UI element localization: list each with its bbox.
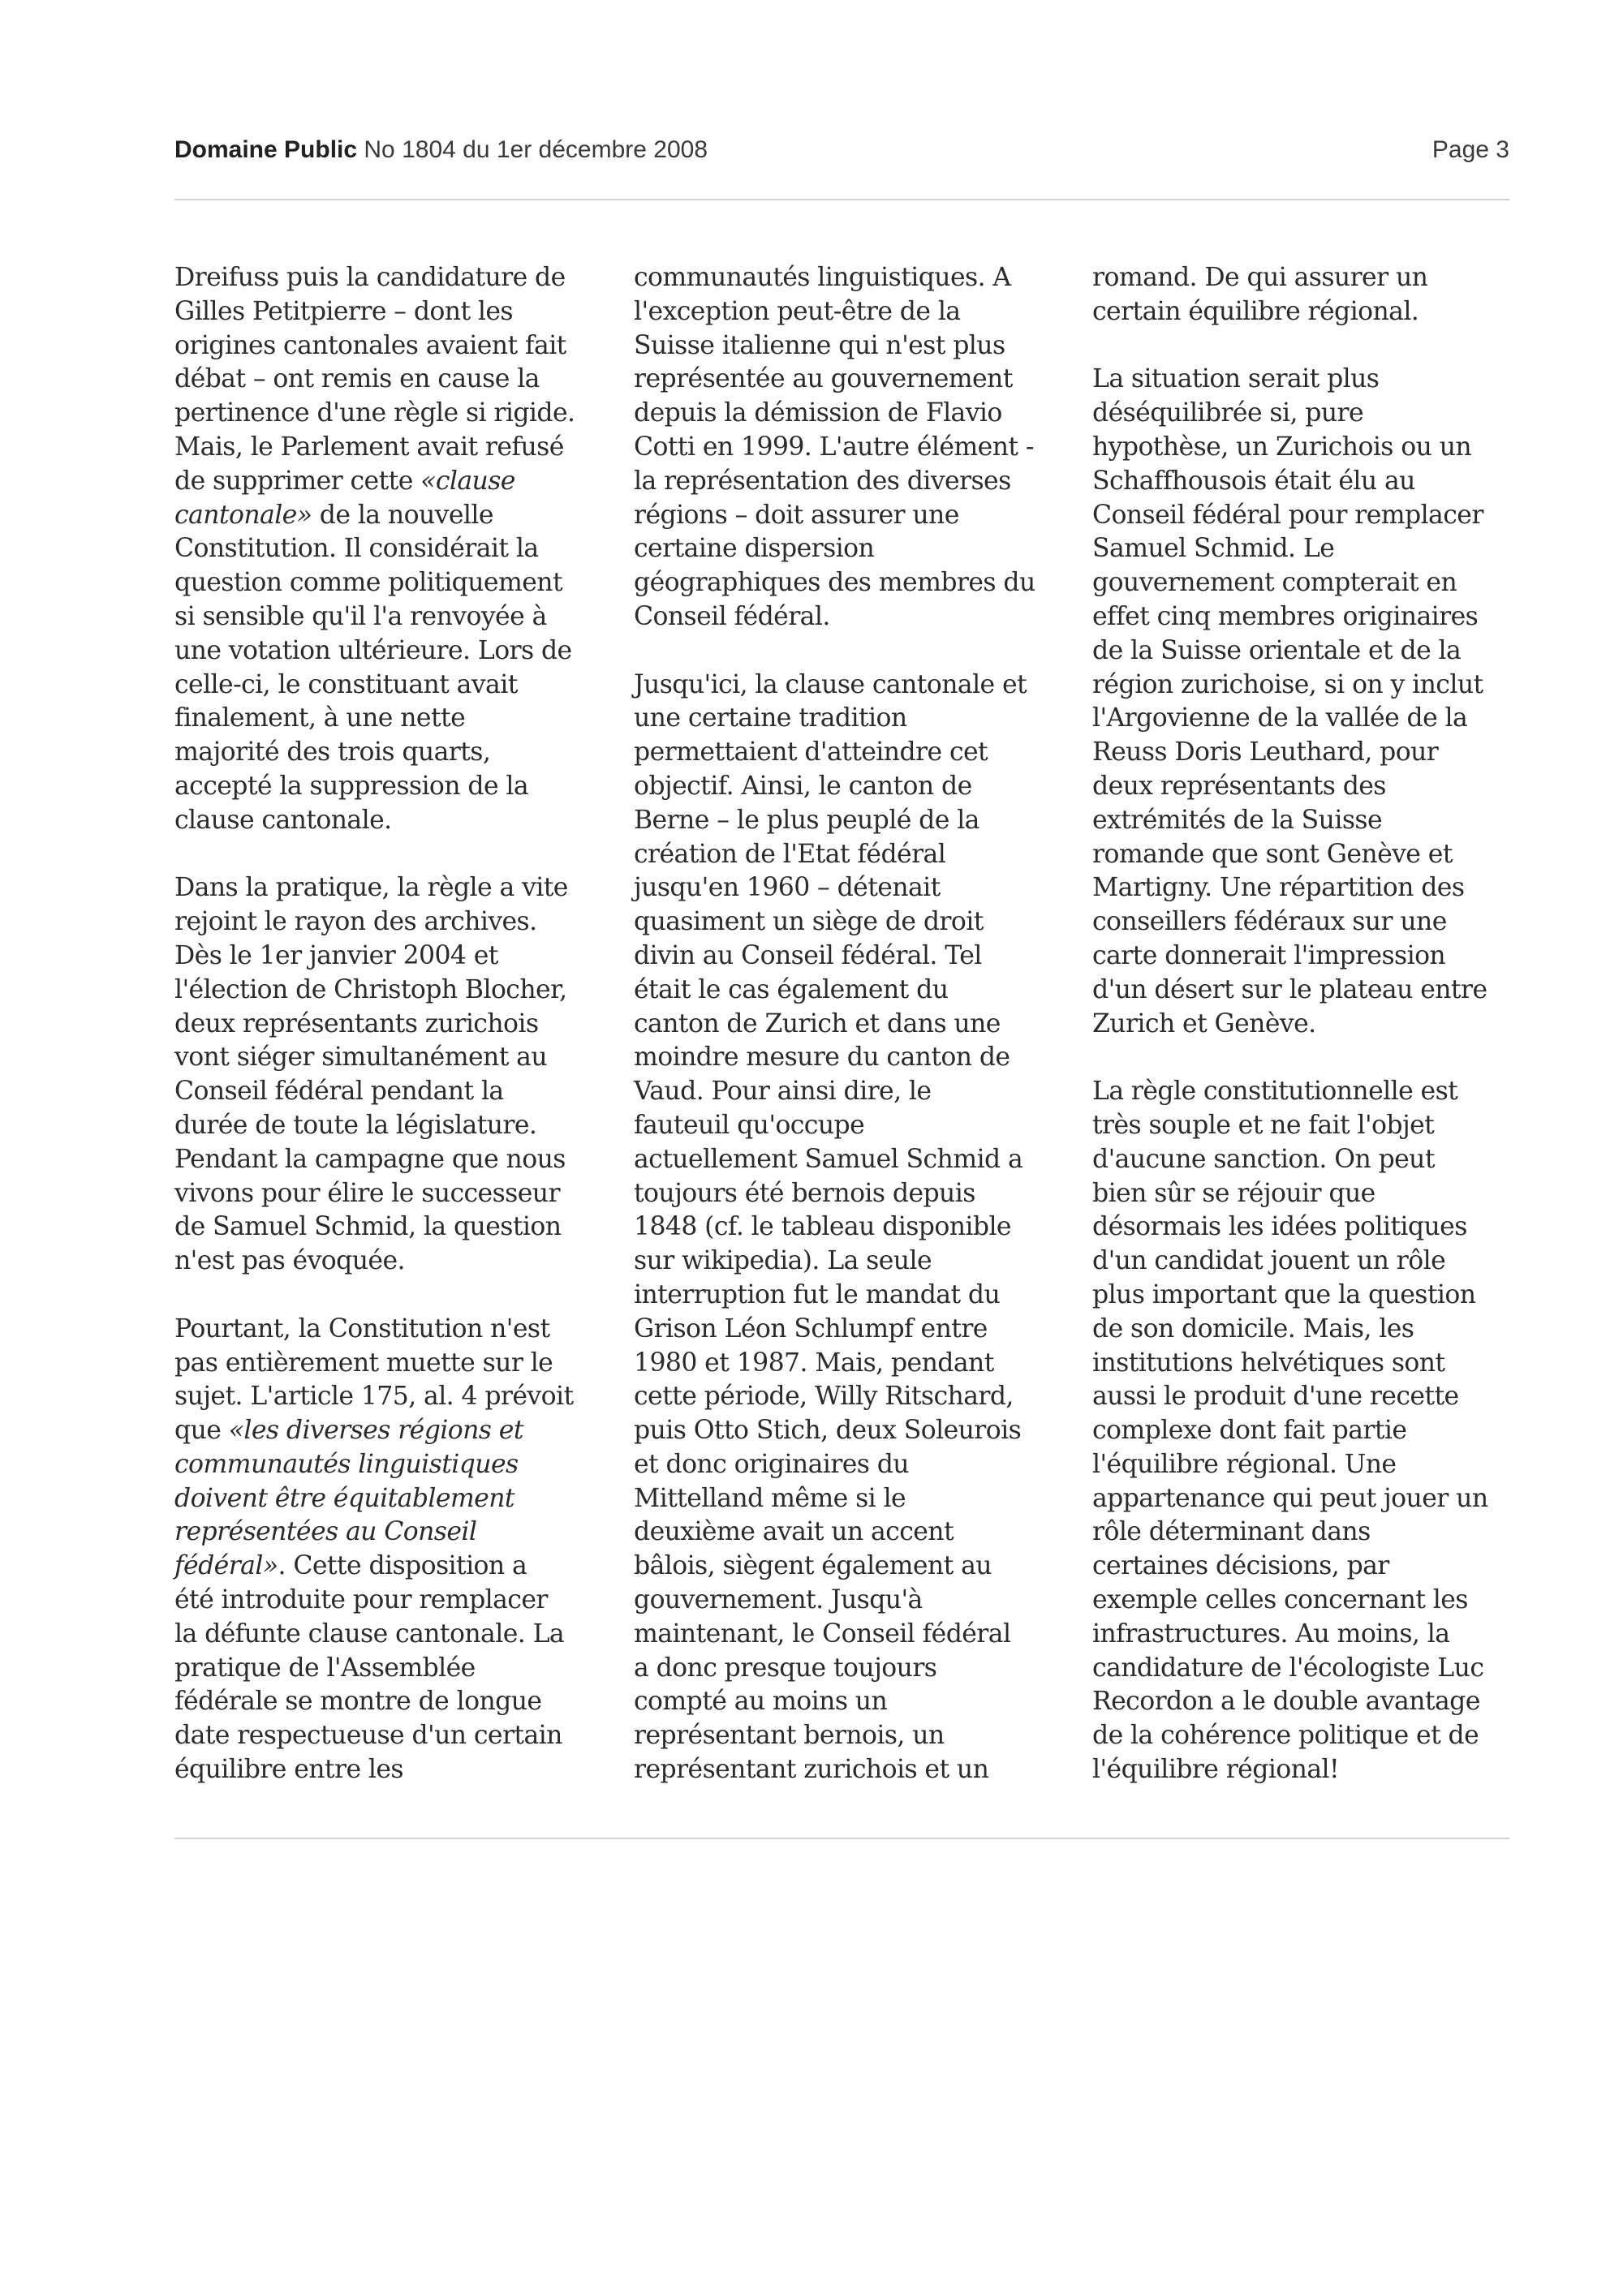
text-line (174, 1516, 613, 1550)
text-line (1092, 905, 1530, 939)
text-run: et donc originaires du (634, 1449, 909, 1479)
text-run: vivons pour élire le successeur (174, 1178, 560, 1208)
text-line (634, 431, 1072, 465)
text-line (1092, 1618, 1530, 1652)
text-run: la défunte clause cantonale. La (174, 1619, 565, 1649)
text-line (1092, 1516, 1530, 1550)
text-line (1092, 600, 1530, 634)
text-line (174, 1550, 613, 1584)
text-line (634, 532, 1072, 566)
text-line (634, 1075, 1072, 1109)
text-line (1092, 1482, 1530, 1516)
paragraph-gap (1092, 1041, 1530, 1075)
text-line (634, 905, 1072, 939)
text-line (634, 261, 1072, 295)
italic-quote-run: fédéral» (174, 1551, 278, 1581)
text-line (174, 1685, 613, 1719)
text-run: l'équilibre régional. Une (1092, 1449, 1397, 1479)
text-line (1092, 1550, 1530, 1584)
text-run: appartenance qui peut jouer un (1092, 1483, 1488, 1513)
page-number: Page 3 (1431, 136, 1509, 163)
text-line (174, 261, 613, 295)
text-line (174, 669, 613, 703)
paragraph-gap (1092, 329, 1530, 363)
text-line (174, 499, 613, 533)
text-line (1092, 974, 1530, 1008)
text-line (634, 1516, 1072, 1550)
text-line (1092, 566, 1530, 600)
text-run: puis Otto Stich, deux Soleurois (634, 1416, 1022, 1446)
text-line (1092, 1414, 1530, 1448)
text-run: accepté la suppression de la (174, 771, 529, 801)
text-run: si sensible qu'il l'a renvoyée à (174, 601, 547, 631)
text-line (174, 939, 613, 974)
text-line (174, 1143, 613, 1177)
italic-quote-run: «les diverses régions et (228, 1416, 523, 1446)
text-run: pertinence d'une règle si rigide. (174, 398, 575, 428)
text-run: rejoint le rayon des archives. (174, 907, 537, 937)
text-run: deux représentants zurichois (174, 1008, 539, 1038)
text-run: certaine dispersion (634, 534, 875, 564)
text-line (634, 1618, 1072, 1652)
text-line (1092, 1177, 1530, 1211)
text-run: très souple et ne fait l'objet (1092, 1110, 1435, 1140)
text-run: moindre mesure du canton de (634, 1043, 1010, 1073)
text-run: clause cantonale. (174, 805, 392, 835)
text-line (1092, 1279, 1530, 1313)
text-line (634, 1313, 1072, 1347)
text-run: d'aucune sanction. On peut (1092, 1144, 1435, 1174)
text-line (1092, 736, 1530, 770)
text-line (1092, 1245, 1530, 1279)
text-run: l'élection de Christoph Blocher, (174, 974, 567, 1004)
text-line (1092, 532, 1530, 566)
paragraph-gap (634, 634, 1072, 669)
text-line (174, 1618, 613, 1652)
text-line (1092, 499, 1530, 533)
text-run: désormais les idées politiques (1092, 1212, 1467, 1242)
text-run: que (174, 1416, 229, 1446)
text-line (634, 1143, 1072, 1177)
text-run: Berne – le plus peuplé de la (634, 805, 979, 835)
text-run: débat – ont remis en cause la (174, 364, 540, 394)
text-line (1092, 1143, 1530, 1177)
text-run: . Cette disposition a (278, 1551, 527, 1581)
text-run: candidature de l'écologiste Luc (1092, 1653, 1484, 1683)
text-run: extrémités de la Suisse (1092, 805, 1382, 835)
text-run: certain équilibre régional. (1092, 296, 1419, 326)
text-line (1092, 1313, 1530, 1347)
text-run: Pourtant, la Constitution n'est (174, 1314, 550, 1344)
text-run: Dans la pratique, la règle a vite (174, 873, 568, 903)
text-line (174, 871, 613, 905)
text-line (1092, 1008, 1530, 1042)
text-line (634, 871, 1072, 905)
text-run: géographiques des membres du (634, 568, 1035, 598)
text-line (1092, 1380, 1530, 1414)
text-run: Cotti en 1999. L'autre élément - (634, 432, 1034, 462)
text-run: représentant bernois, un (634, 1721, 945, 1751)
text-line (174, 1109, 613, 1143)
text-run: de la cohérence politique et de (1092, 1721, 1479, 1751)
text-run: d'un désert sur le plateau entre (1092, 974, 1487, 1004)
text-run: bien sûr se réjouir que (1092, 1178, 1375, 1208)
text-run: Martigny. Une répartition des (1092, 873, 1465, 903)
text-line (634, 1008, 1072, 1042)
page-header (174, 136, 1509, 169)
text-run: Constitution. Il considérait la (174, 534, 539, 564)
text-run: conseillers fédéraux sur une (1092, 907, 1447, 937)
text-line (174, 1313, 613, 1347)
text-run: Gilles Petitpierre – dont les (174, 296, 514, 326)
text-run: complexe dont fait partie (1092, 1416, 1407, 1446)
text-run: vont siéger simultanément au (174, 1043, 548, 1073)
text-run: Reuss Doris Leuthard, pour (1092, 737, 1439, 767)
text-run: interruption fut le mandat du (634, 1279, 1001, 1309)
text-line (634, 736, 1072, 770)
text-run: exemple celles concernant les (1092, 1585, 1468, 1615)
italic-quote-run: cantonale» (174, 500, 312, 530)
italic-quote-run: représentées au Conseil (174, 1517, 477, 1547)
text-run: fédérale se montre de longue (174, 1687, 542, 1717)
text-run: La situation serait plus (1092, 364, 1380, 394)
issue-info: No 1804 du 1er décembre 2008 (364, 136, 708, 163)
text-line (634, 838, 1072, 872)
text-line (174, 736, 613, 770)
text-run: bâlois, siègent également au (634, 1551, 992, 1581)
text-run: gouvernement. Jusqu'à (634, 1585, 923, 1615)
text-run: durée de toute la législature. (174, 1110, 537, 1140)
text-run: création de l'Etat fédéral (634, 839, 946, 869)
text-line (634, 363, 1072, 397)
text-run: a donc presque toujours (634, 1653, 937, 1683)
text-line (174, 1008, 613, 1042)
text-column-1 (174, 261, 613, 1787)
text-run: infrastructures. Au moins, la (1092, 1619, 1450, 1649)
text-line (634, 1482, 1072, 1516)
text-run: de la Suisse orientale et de la (1092, 635, 1462, 665)
text-line (174, 363, 613, 397)
text-line (174, 974, 613, 1008)
text-run: objectif. Ainsi, le canton de (634, 771, 972, 801)
text-line (634, 1177, 1072, 1211)
publication-name: Domaine Public (174, 136, 358, 163)
text-run: l'exception peut-être de la (634, 296, 961, 326)
text-run: fauteuil qu'occupe (634, 1110, 865, 1140)
text-run: représentée au gouvernement (634, 364, 1013, 394)
text-run: finalement, à une nette (174, 703, 466, 733)
text-line (174, 532, 613, 566)
text-line (174, 905, 613, 939)
text-run: 1980 et 1987. Mais, pendant (634, 1348, 994, 1378)
text-line (1092, 1109, 1530, 1143)
text-run: équilibre entre les (174, 1755, 403, 1785)
text-run: région zurichoise, si on y inclut (1092, 669, 1483, 699)
text-line (1092, 1075, 1530, 1109)
text-line (174, 770, 613, 804)
text-line (174, 804, 613, 838)
text-line (174, 1245, 613, 1279)
text-line (1092, 804, 1530, 838)
italic-quote-run: doivent être équitablement (174, 1483, 514, 1513)
text-run: communautés linguistiques. A (634, 263, 1011, 292)
text-run: maintenant, le Conseil fédéral (634, 1619, 1011, 1649)
text-run: divin au Conseil fédéral. Tel (634, 940, 982, 970)
text-line (174, 1414, 613, 1448)
text-line (174, 1177, 613, 1211)
text-line (1092, 770, 1530, 804)
text-run: Conseil fédéral. (634, 601, 830, 631)
text-line (174, 1448, 613, 1482)
text-line (634, 770, 1072, 804)
text-run: de supprimer cette (174, 466, 421, 496)
italic-quote-run: «clause (420, 466, 515, 496)
footer-divider (174, 1838, 1509, 1839)
text-line (1092, 363, 1530, 397)
text-line (1092, 1719, 1530, 1753)
text-line (174, 431, 613, 465)
text-run: deuxième avait un accent (634, 1517, 954, 1547)
text-run: de son domicile. Mais, les (1092, 1314, 1414, 1344)
text-line (1092, 397, 1530, 431)
text-run: date respectueuse d'un certain (174, 1721, 562, 1751)
text-line (174, 1753, 613, 1787)
text-run: sur wikipedia). La seule (634, 1246, 932, 1276)
header-divider (174, 199, 1509, 200)
text-run: Samuel Schmid. Le (1092, 534, 1335, 564)
text-line (634, 499, 1072, 533)
text-line (634, 1753, 1072, 1787)
text-line (634, 1210, 1072, 1245)
text-line (1092, 702, 1530, 736)
text-line (174, 634, 613, 669)
text-line (174, 1482, 613, 1516)
text-line (634, 1414, 1072, 1448)
text-run: rôle déterminant dans (1092, 1517, 1371, 1547)
text-line (1092, 1210, 1530, 1245)
text-line (1092, 634, 1530, 669)
text-line (174, 397, 613, 431)
text-line (634, 566, 1072, 600)
text-line (174, 566, 613, 600)
text-line (634, 600, 1072, 634)
text-run: celle-ci, le constituant avait (174, 669, 518, 699)
text-line (174, 1584, 613, 1618)
text-column-2 (634, 261, 1072, 1787)
text-line (1092, 838, 1530, 872)
text-line (1092, 1685, 1530, 1719)
text-run: déséquilibrée si, pure (1092, 398, 1364, 428)
text-run: Mais, le Parlement avait refusé (174, 432, 564, 462)
text-line (634, 1584, 1072, 1618)
text-run: Pendant la campagne que nous (174, 1144, 566, 1174)
text-line (634, 1448, 1072, 1482)
text-run: quasiment un siège de droit (634, 907, 984, 937)
text-run: deux représentants des (1092, 771, 1386, 801)
text-line (634, 804, 1072, 838)
text-line (634, 1109, 1072, 1143)
text-line (634, 1041, 1072, 1075)
text-run: Vaud. Pour ainsi dire, le (634, 1077, 932, 1107)
text-run: romand. De qui assurer un (1092, 263, 1428, 292)
text-run: La règle constitutionnelle est (1092, 1077, 1458, 1107)
text-line (634, 1245, 1072, 1279)
text-run: permettaient d'atteindre cet (634, 737, 988, 767)
text-line (174, 1719, 613, 1753)
header-left (174, 136, 708, 164)
text-run: compté au moins un (634, 1687, 888, 1717)
text-line (174, 329, 613, 363)
text-run: Conseil fédéral pour remplacer (1092, 500, 1483, 530)
text-run: pas entièrement muette sur le (174, 1348, 553, 1378)
text-line (1092, 1448, 1530, 1482)
text-run: depuis la démission de Flavio (634, 398, 1002, 428)
text-run: Recordon a le double avantage (1092, 1687, 1480, 1717)
text-line (1092, 669, 1530, 703)
text-run: Mittelland même si le (634, 1483, 906, 1513)
text-run: Grison Léon Schlumpf entre (634, 1314, 988, 1344)
text-line (1092, 1584, 1530, 1618)
text-line (634, 702, 1072, 736)
text-run: était le cas également du (634, 974, 949, 1004)
text-run: gouvernement compterait en (1092, 568, 1457, 598)
text-run: aussi le produit d'une recette (1092, 1382, 1459, 1412)
text-line (634, 669, 1072, 703)
text-run: d'un candidat jouent un rôle (1092, 1246, 1446, 1276)
text-line (174, 1380, 613, 1414)
text-run: pratique de l'Assemblée (174, 1653, 476, 1683)
text-line (634, 397, 1072, 431)
text-run: Schaffhousois était élu au (1092, 466, 1415, 496)
text-run: Dès le 1er janvier 2004 et (174, 940, 498, 970)
text-run: l'Argovienne de la vallée de la (1092, 703, 1468, 733)
text-run: cette période, Willy Ritschard, (634, 1382, 1014, 1412)
text-run: romande que sont Genève et (1092, 839, 1453, 869)
text-line (634, 1652, 1072, 1686)
text-line (174, 1347, 613, 1381)
text-run: de la nouvelle (312, 500, 493, 530)
text-line (634, 329, 1072, 363)
text-line (174, 1652, 613, 1686)
text-line (1092, 295, 1530, 329)
text-run: plus important que la question (1092, 1279, 1476, 1309)
text-run: effet cinq membres originaires (1092, 601, 1479, 631)
text-run: majorité des trois quarts, (174, 737, 491, 767)
text-run: hypothèse, un Zurichois ou un (1092, 432, 1472, 462)
text-line (1092, 1753, 1530, 1787)
text-line (634, 1347, 1072, 1381)
text-run: institutions helvétiques sont (1092, 1348, 1445, 1378)
text-run: été introduite pour remplacer (174, 1585, 548, 1615)
paragraph-gap (174, 1279, 613, 1313)
text-run: actuellement Samuel Schmid a (634, 1144, 1023, 1174)
text-run: Jusqu'ici, la clause cantonale et (634, 669, 1027, 699)
text-line (1092, 465, 1530, 499)
text-line (634, 974, 1072, 1008)
text-run: n'est pas évoquée. (174, 1246, 405, 1276)
text-line (174, 1210, 613, 1245)
text-line (634, 1685, 1072, 1719)
text-run: régions – doit assurer une (634, 500, 959, 530)
text-line (634, 1550, 1072, 1584)
text-line (1092, 1652, 1530, 1686)
text-run: la représentation des diverses (634, 466, 1011, 496)
text-run: question comme politiquement (174, 568, 563, 598)
text-run: jusqu'en 1960 – détenait (634, 873, 941, 903)
text-line (174, 465, 613, 499)
text-run: de Samuel Schmid, la question (174, 1212, 562, 1242)
text-run: sujet. L'article 175, al. 4 prévoit (174, 1382, 574, 1412)
text-column-3 (1092, 261, 1530, 1787)
text-run: Zurich et Genève. (1092, 1008, 1316, 1038)
text-run: Dreifuss puis la candidature de (174, 263, 566, 292)
text-line (174, 1041, 613, 1075)
text-run: Suisse italienne qui n'est plus (634, 330, 1005, 360)
text-line (174, 600, 613, 634)
text-line (634, 465, 1072, 499)
text-line (1092, 1347, 1530, 1381)
text-run: représentant zurichois et un (634, 1755, 989, 1785)
text-line (634, 295, 1072, 329)
text-line (1092, 431, 1530, 465)
text-run: une votation ultérieure. Lors de (174, 635, 572, 665)
text-run: canton de Zurich et dans une (634, 1008, 1001, 1038)
text-line (174, 702, 613, 736)
italic-quote-run: communautés linguistiques (174, 1449, 519, 1479)
text-run: 1848 (cf. le tableau disponible (634, 1212, 1011, 1242)
text-run: carte donnerait l'impression (1092, 940, 1446, 970)
text-run: une certaine tradition (634, 703, 907, 733)
text-line (174, 1075, 613, 1109)
text-run: origines cantonales avaient fait (174, 330, 566, 360)
text-line (1092, 939, 1530, 974)
text-line (1092, 871, 1530, 905)
text-run: certaines décisions, par (1092, 1551, 1389, 1581)
text-run: toujours été bernois depuis (634, 1178, 975, 1208)
text-run: l'équilibre régional! (1092, 1755, 1340, 1785)
text-line (634, 1719, 1072, 1753)
text-line (634, 1279, 1072, 1313)
text-run: Conseil fédéral pendant la (174, 1077, 504, 1107)
paragraph-gap (174, 838, 613, 872)
text-line (1092, 261, 1530, 295)
text-line (634, 939, 1072, 974)
text-line (174, 295, 613, 329)
text-line (634, 1380, 1072, 1414)
